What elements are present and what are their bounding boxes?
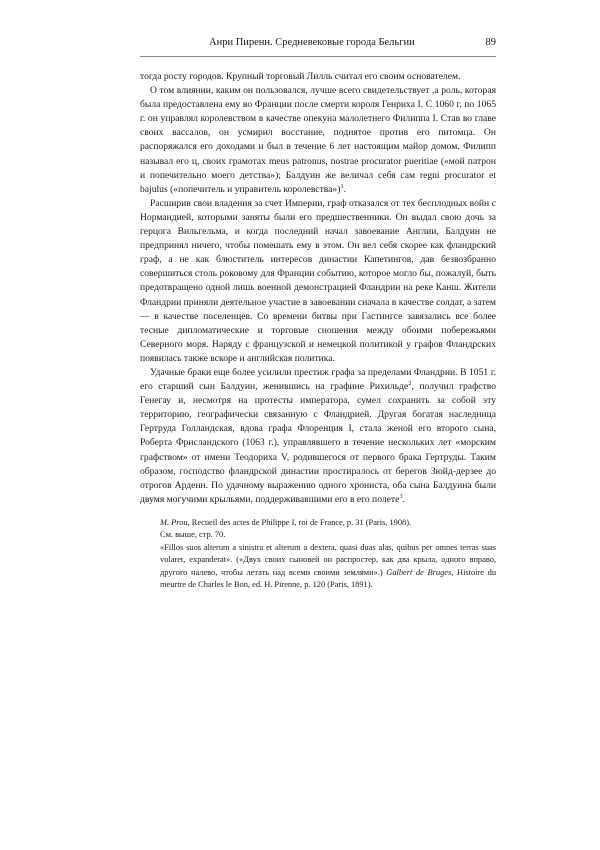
- paragraph-continuation: тогда росту городов. Крупный торговый Лилль считал его своим основателем.: [140, 71, 461, 82]
- footnote-1: [140, 517, 496, 529]
- footnote-latin: «Fillos suos alterum a sinistra et alterum a dextera, quasi duas alas, quibus per omnes terras suas volaret, expanderat». (: [160, 542, 496, 565]
- footnote-author: M. Prou: [160, 518, 188, 527]
- footnote-ref-3[interactable]: 3: [399, 492, 403, 500]
- footnote-2: См. выше, стр. 70.: [160, 530, 226, 540]
- paragraph-text: Удачные браки еще более усилили престиж графа за пределами Фландрии. В 1051 г. его старший сын Балдуин, женившись на графине Рихильде: [140, 366, 496, 393]
- footnote-text: , Histoire du meurtre de Charles le Bon, ed. H. Pirenne, p. 120 (Paris, 1891).: [160, 567, 497, 590]
- paragraph-marriages: [140, 366, 496, 507]
- paragraph-text: , получил графство Генегау и, несмотря на протесты императора, сумел сохранить за собой эту территорию, географически связанную с Фландрией. Другая богатая наследница Гертруда Голландская, вдова графа Флоренция I, стала женой его второго сына, Роберта Фрисландского (1063 г.), управлявшего в течение нескольких лет «морским графством» от имени Теодориха V, родившегося от первого брака Гертруды. Таким образом, господство фландрской династии простиралось от берегов Зюйд-дерзее до отрогов Арденн. По удачному выражению одного хрониста, оба сына Балдуина были двумя могучими крыльями, поддерживавшими его в его полете: [140, 381, 496, 505]
- paragraph-empire-expansion: Расширив свои владения за счет Империи, граф отказался от тех бесплодных войн с Нормандией, которыми заняты были его предшественники. Он выдал свою дочь за герцога Вильгельма, и когда последний начал завоевание Англии, Балдуин не предпринял ничего, чтобы помешать ему в этом. Он вел себя скорее как фландрский граф, а не как блюститель интересов династии Капетингов, дав безвозбранно совершиться столь роковому для Франции событию, которое могло бы, пожалуй, быть предотвращено одной лишь военной демонстрацией Фландрии на реке Канш. Жители Фландрии приняли деятельное участие в завоевании сначала в качестве солдат, а затем — в качестве поселенцев. Со времени битвы при Гастингсе завязались все более тесные дипломатические и торговые сношения между обоими побережьями Северного моря. Наряду с французской и немецкой политикой у графов Фландрских появилась также вскоре и английская политика.: [140, 197, 496, 364]
- page-number: 89: [485, 37, 496, 48]
- paragraph-text: О том влиянии, каким он пользовался, лучше всего свидетельствует ,а роль, которая была предоставлена ему во Франции после смерти короля Генриха I. С 1060 г. по 1065 г. он управлял королевством в качестве опекуна малолетнего Филиппа I. Став во главе своих вассалов, он усмирил восстание, поднятое против его питомца. Он распоряжался его доходами и был в течение 6 лет настоящим майор домом. Филипп называл его ц, своих грамотах meus patronus, nostrae procurator pueritiae («мой патрон и попечительно моего детства»); Балдуин же величал себя сам regni procurator et bajulus («попечитель и управитель королевства»): [140, 85, 496, 195]
- footnote-text: , Recueil des actes de Philippe I, roi de France, p. 31 (Paris, 1908).: [187, 518, 412, 527]
- footnote-translation: «Двух своих сыновей он распростер, как два крыла, одного вправо, другого налево, чтобы летать над всеми своими землями».): [160, 555, 497, 577]
- footnotes: [140, 517, 496, 591]
- paragraph-end: .: [343, 183, 347, 195]
- running-title: Анри Пиренн. Средневековые города Бельгии: [209, 37, 415, 48]
- paragraph-end: .: [402, 493, 406, 505]
- footnote-ref-2[interactable]: 2: [408, 379, 412, 387]
- paragraph-baldwin-influence: [140, 84, 496, 197]
- footnote-ref-1[interactable]: 1: [340, 182, 344, 190]
- main-text: [140, 70, 496, 507]
- footnote-author: Galbert de Bruges: [386, 567, 452, 577]
- header-rule: [140, 56, 496, 57]
- footnote-3: [140, 542, 496, 592]
